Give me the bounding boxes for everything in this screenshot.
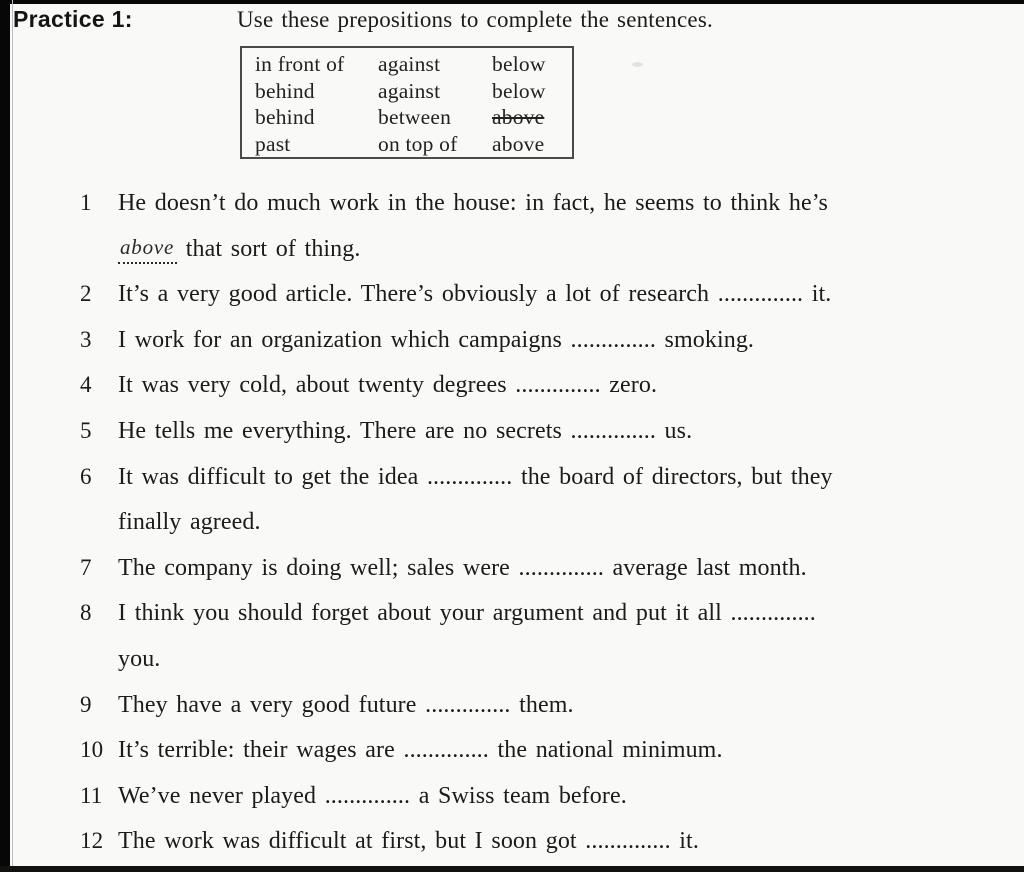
sentence-4 [0,370,1010,416]
sentence-text: It’s a very good article. There’s obviously a lot of research .............. it. [118,281,832,308]
sentence-number: 2 [80,281,92,307]
sentence-number: 9 [80,691,92,717]
sentence-text: He tells me everything. There are no secrets .............. us. [118,417,693,444]
prep-word: behind [255,78,315,103]
prep-word-crossed-out: above [492,105,545,129]
sentence-text: you. [118,645,161,672]
sentence-number: 10 [80,737,104,763]
sentence-text: He doesn’t do much work in the house: in fact, he seems to think he’s [118,190,828,216]
sentence-text: The work was difficult at first, but I soon got .............. it. [118,828,699,855]
sentence-3 [0,325,1010,371]
prep-word: against [378,52,441,76]
prep-word: past [255,131,291,156]
sentence-12 [0,826,1010,872]
sentence-6-line-1 [0,462,1010,508]
sentence-text: The company is doing well; sales were .............. average last month. [118,554,807,581]
sentence-list [0,188,1010,872]
sentence-text: They have a very good future .............. them. [118,691,574,718]
practice-heading: Practice 1: [13,6,133,32]
sentence-1-line-1 [0,188,1010,234]
sentence-5 [0,416,1010,462]
sentence-number: 4 [80,372,92,398]
sentence-text: finally agreed. [118,509,261,536]
sentence-text: It’s terrible: their wages are .............. the national minimum. [118,737,723,764]
sentence-number: 3 [80,326,92,352]
prep-word: on top of [378,131,458,156]
handwritten-answer: above [118,232,177,264]
sentence-9 [0,690,1010,736]
sentence-2 [0,279,1010,325]
sentence-11 [0,781,1010,827]
sentence-text: that sort of thing. [185,235,361,262]
sentence-text: It was difficult to get the idea .............. the board of directors, but they [118,463,833,490]
prep-word: below [492,78,546,103]
prep-word: against [378,78,441,103]
preposition-grid [255,52,572,158]
sentence-6-line-2 [0,507,1010,553]
prep-word: between [378,105,452,129]
sentence-text: We’ve never played .............. a Swiss team before. [118,782,627,809]
sentence-10 [0,735,1010,781]
scan-smudge [632,62,643,67]
sentence-text: It was very cold, about twenty degrees .............. zero. [118,372,658,399]
preposition-box [240,46,574,159]
sentence-8-line-2 [0,644,1010,690]
sentence-number: 8 [80,600,92,626]
prep-word: below [492,52,546,76]
prep-word: behind [255,105,315,129]
sentence-text: I think you should forget about your argument and put it all .............. [118,600,816,627]
sentence-8-line-1 [0,598,1010,644]
sentence-1-line-2 [0,234,1010,280]
sentence-number: 7 [80,554,92,580]
prep-word: in front of [255,52,345,76]
sentence-number: 6 [80,463,92,489]
sentence-number: 5 [80,417,92,443]
sentence-number: 11 [80,782,103,808]
prep-word: above [492,131,545,156]
sentence-number: 1 [80,190,92,215]
instruction-text: Use these prepositions to complete the sentences. [237,7,713,32]
sentence-7 [0,553,1010,599]
sentence-text: I work for an organization which campaigns .............. smoking. [118,326,755,353]
scan-edge-top [0,0,1024,4]
sentence-number: 12 [80,828,104,854]
